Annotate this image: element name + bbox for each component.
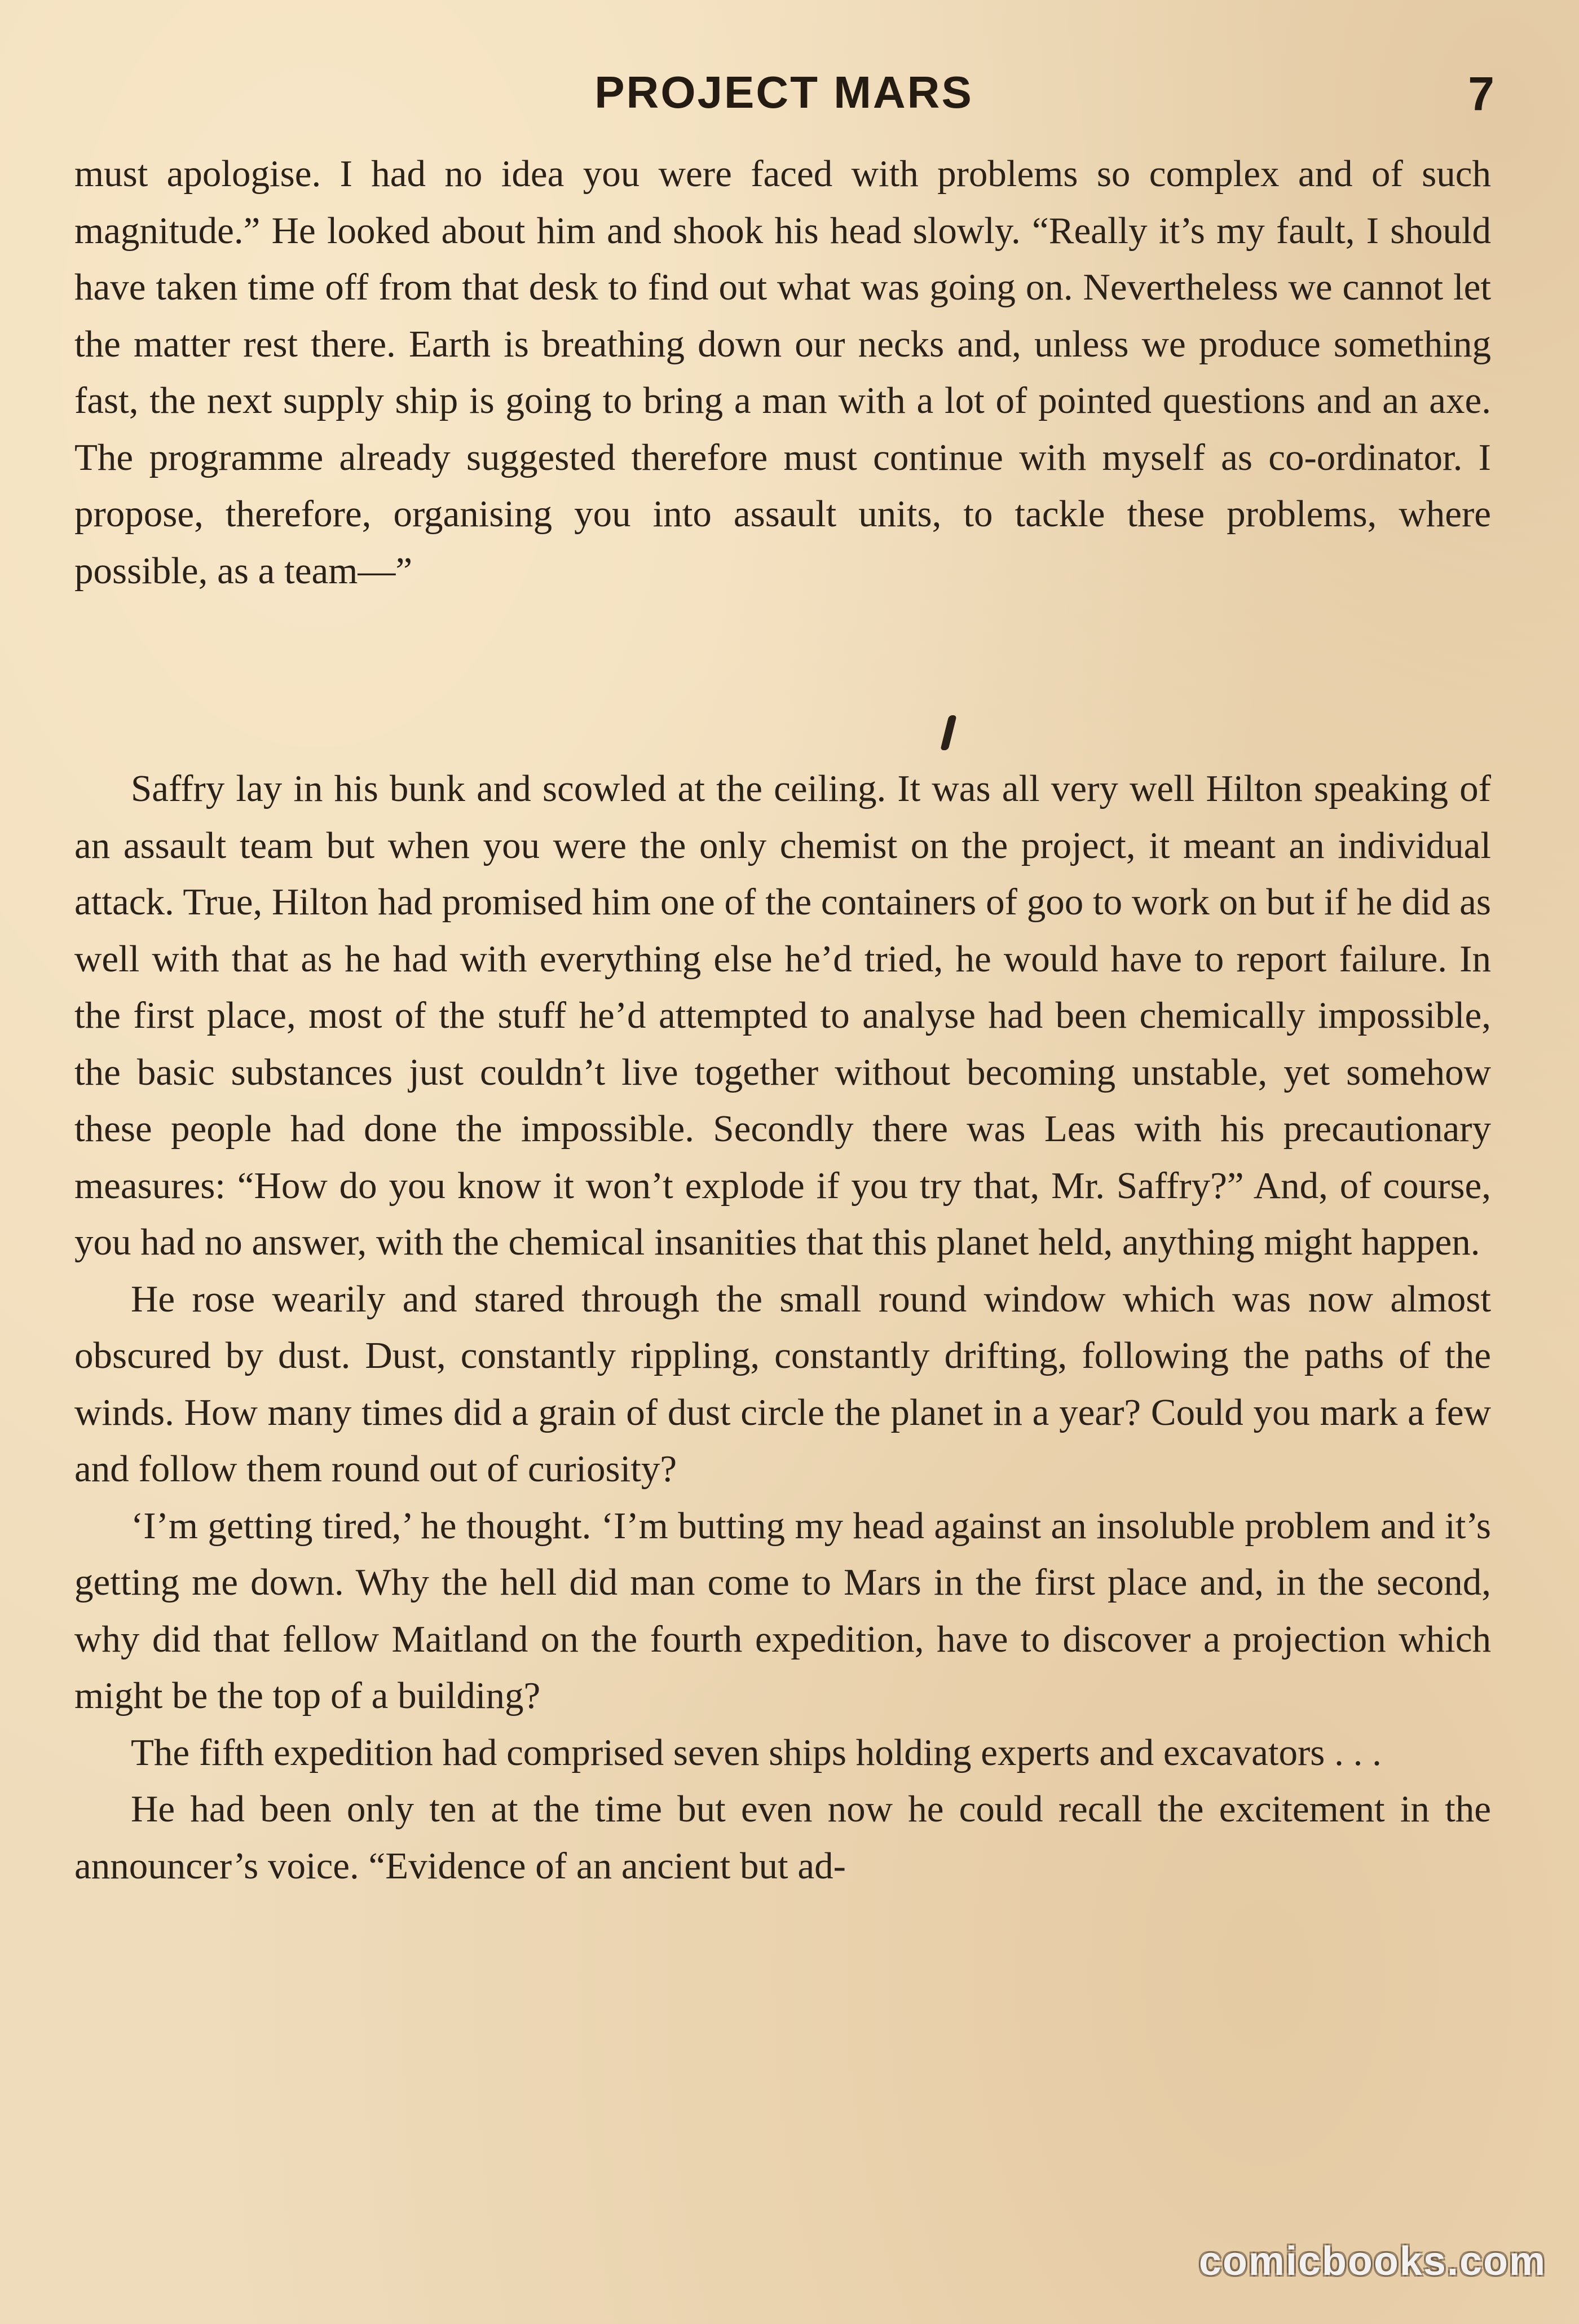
- paragraph: The fifth expedition had comprised seven ships holding experts and excavators . . .: [131, 1731, 1382, 1773]
- running-title: PROJECT MARS: [594, 67, 973, 117]
- running-head: [73, 67, 1494, 129]
- site-watermark: comicbooks.com: [1198, 2239, 1546, 2284]
- paragraph: ‘I’m getting tired,’ he thought. ‘I’m butting my head against an insoluble problem and it’s getting me down. Why the hell did man come to Mars in the first place and, in the second, why did that fellow Maitland on the fourth expedition, have to discover a projection which might be the top of a building?: [74, 1504, 1491, 1716]
- paragraph: Saffry lay in his bunk and scowled at the ceiling. It was all very well Hilton speaking of an assault team but when you were the only chemist on the project, it meant an individual attack. True, Hilton had promised him one of the containers of goo to work on but if he did as well with that as he had with everything else he’d tried, he would have to report failure. In the first place, most of the stuff he’d attempted to analyse had been chemically impossible, the basic substances just couldn’t live together without becoming unstable, yet somehow these people had done the impossible. Secondly there was Leas with his precautionary measures: “How do you know it won’t explode if you try that, Mr. Saffry?” And, of course, you had no answer, with the chemical insanities that this planet held, anything might happen.: [74, 768, 1491, 1263]
- text-block-main: [74, 760, 1491, 1894]
- text-block-top: [74, 146, 1491, 599]
- section-break-mark: [940, 715, 956, 750]
- paragraph: He rose wearily and stared through the small round window which was now almost obscured by dust. Dust, constantly rippling, constantly drifting, following the paths of the winds. How many times did a grain of dust circle the planet in a year? Could you mark a few and follow them round out of curiosity?: [74, 1278, 1491, 1490]
- paragraph: He had been only ten at the time but even now he could recall the excitement in the announcer’s voice. “Evidence of an ancient but ad-: [74, 1788, 1491, 1887]
- paragraph: must apologise. I had no idea you were faced with problems so complex and of such magnitude.” He looked about him and shook his head slowly. “Really it’s my fault, I should have taken time off from that desk to find out what was going on. Nevertheless we cannot let the matter rest there. Earth is breathing down our necks and, unless we produce something fast, the next supply ship is going to bring a man with a lot of pointed questions and an axe. The programme already suggested therefore must continue with myself as co-ordinator. I propose, therefore, organising you into assault units, to tackle these problems, where possible, as a team—”: [74, 153, 1491, 592]
- page-number: 7: [1468, 67, 1494, 120]
